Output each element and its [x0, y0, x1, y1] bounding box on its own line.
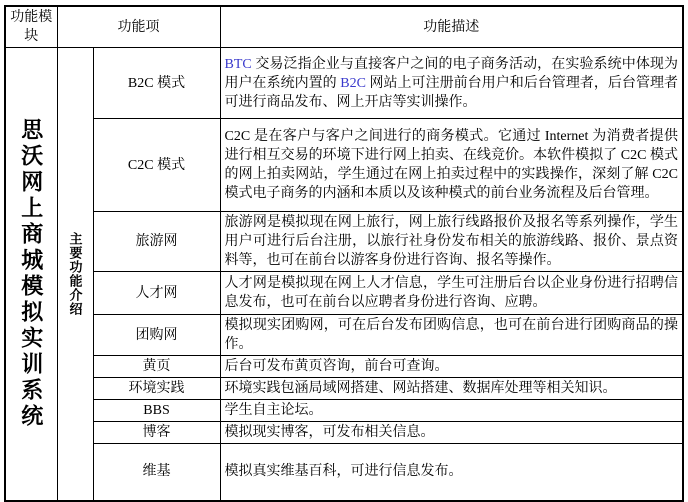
- desc-cell: [220, 48, 683, 119]
- item-cell: 环境实践: [93, 378, 220, 400]
- desc-text: 网站上可注册前台用户和后台管理者，后台管理者可进行商品发布、网上开店等实训操作。: [224, 75, 679, 110]
- table-row: [5, 119, 683, 212]
- desc-cell: 学生自主论坛。: [220, 400, 683, 422]
- desc-cell: 模拟现实博客，可发布相关信息。: [220, 422, 683, 444]
- item-cell: 旅游网: [93, 212, 220, 272]
- group-label: 主要功能介绍: [67, 231, 83, 316]
- table-row: [5, 444, 683, 501]
- table-row: [5, 48, 683, 119]
- item-cell: 博客: [93, 422, 220, 444]
- table-header-row: [5, 6, 683, 48]
- desc-cell: 环境实践包涵局域网搭建、网站搭建、数据库处理等相关知识。: [220, 378, 683, 400]
- desc-cell: 人才网是模拟现在网上人才信息，学生可注册后台以企业身份进行招聘信息发布，也可在前台以应聘者身份进行咨询、应聘。: [220, 272, 683, 315]
- item-cell: B2C 模式: [93, 48, 220, 119]
- header-function-desc: 功能描述: [220, 6, 683, 48]
- table-row: [5, 356, 683, 378]
- desc-highlight: BTC: [224, 56, 252, 72]
- desc-cell: 模拟现实团购网，可在后台发布团购信息，也可在前台进行团购商品的操作。: [220, 315, 683, 356]
- table-row: [5, 212, 683, 272]
- item-cell: 人才网: [93, 272, 220, 315]
- table-row: [5, 422, 683, 444]
- item-cell: 团购网: [93, 315, 220, 356]
- item-cell: C2C 模式: [93, 119, 220, 212]
- group-label-cell: [57, 48, 93, 501]
- desc-cell: 后台可发布黄页咨询，前台可查询。: [220, 356, 683, 378]
- desc-highlight: B2C: [340, 75, 366, 91]
- table-row: [5, 400, 683, 422]
- table-row: [5, 272, 683, 315]
- module-title-cell: [5, 48, 57, 501]
- item-cell: 黄页: [93, 356, 220, 378]
- function-spec-table: [4, 5, 684, 502]
- desc-cell: C2C 是在客户与客户之间进行的商务模式。它通过 Internet 为消费者提供进行相互交易的环境下进行网上拍卖、在线竞价。本软件模拟了 C2C 模式的网上拍卖网站，学生通过在网上拍卖过程中的实践操作，深刻了解 C2C 模式电子商务的内涵和本质以及该种模式的前台业务流程及后台管理。: [220, 119, 683, 212]
- desc-cell: 模拟真实维基百科，可进行信息发布。: [220, 444, 683, 501]
- item-cell: 维基: [93, 444, 220, 501]
- desc-text: 交易泛指企业与直接客户之间的电子商务活动，在实验系统中体现为用户在系统内置的: [224, 56, 678, 91]
- header-function-item: 功能项: [57, 6, 220, 48]
- module-title: 思沃网上商城模拟实训系统: [18, 117, 44, 430]
- header-function-module: 功能模块: [5, 6, 57, 48]
- desc-cell: 旅游网是模拟现在网上旅行，网上旅行线路报价及报名等系列操作，学生用户可进行后台注册，以旅行社身份发布相关的旅游线路、报价、景点资料等，也可在前台以游客身份进行咨询、报名等操作。: [220, 212, 683, 272]
- table-row: [5, 378, 683, 400]
- table-row: [5, 315, 683, 356]
- item-cell: BBS: [93, 400, 220, 422]
